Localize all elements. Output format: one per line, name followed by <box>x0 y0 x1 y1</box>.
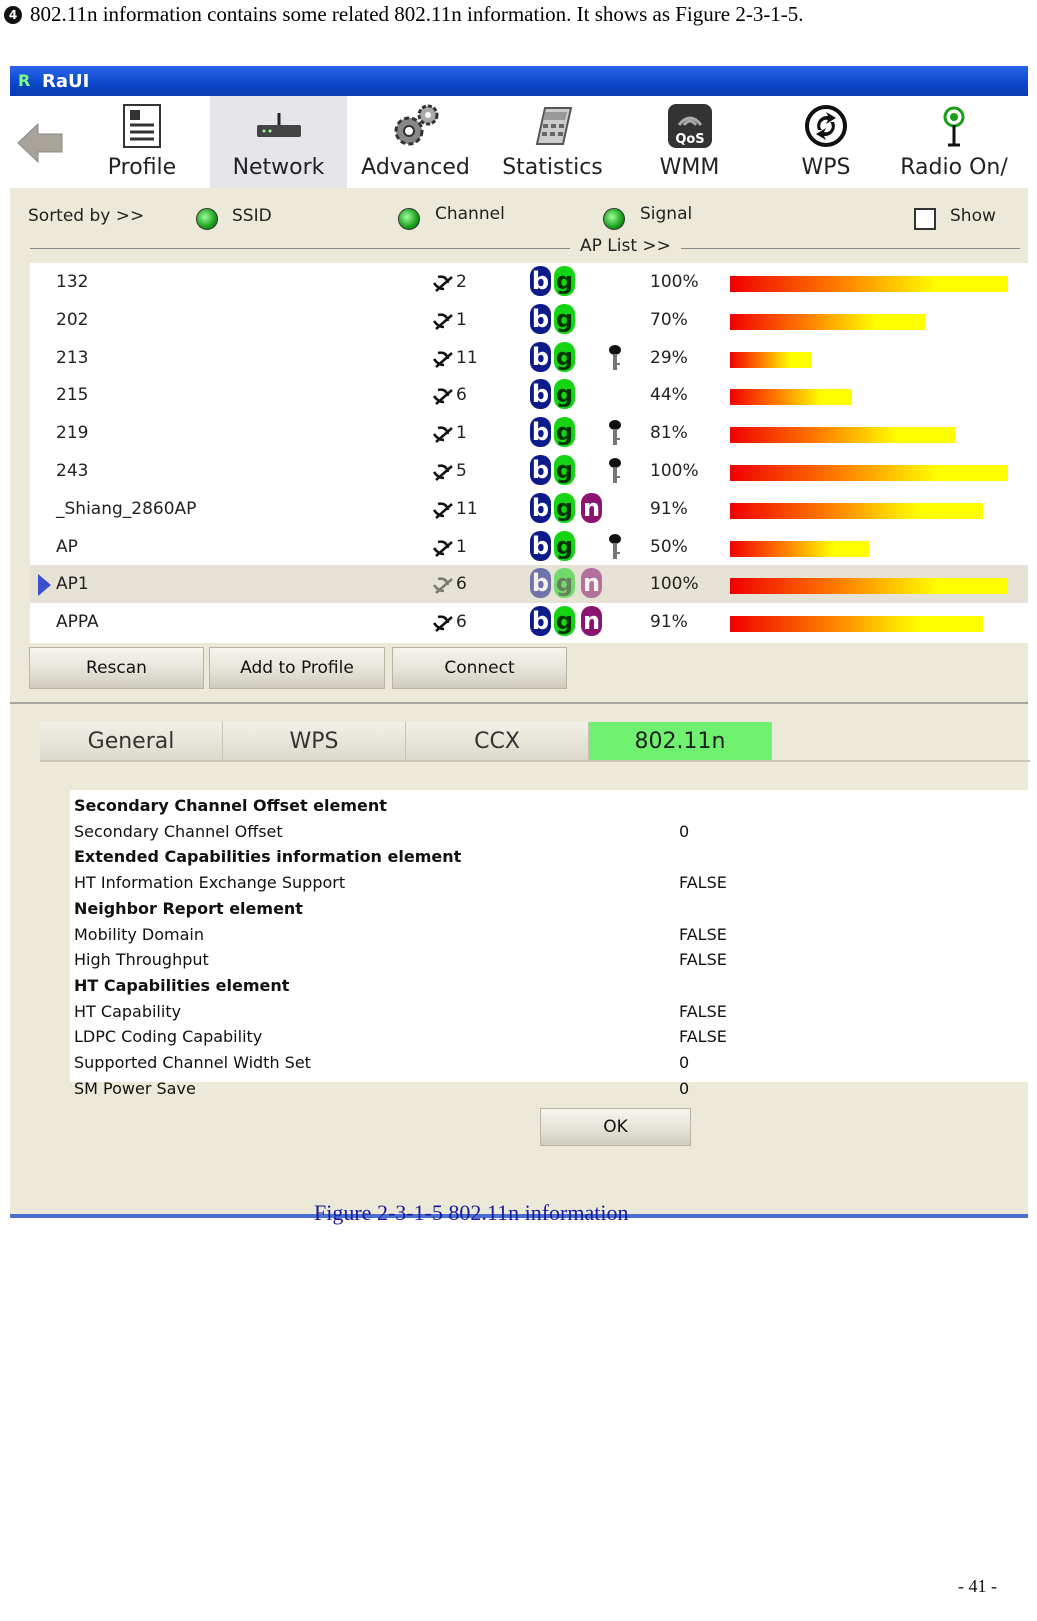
info-value: FALSE <box>679 950 727 970</box>
signal-strength-bar <box>730 578 1008 594</box>
intro-text: 802.11n information contains some related 802.11n information. It shows as Figure 2-3-1-5. <box>30 2 804 26</box>
radio-icon <box>929 103 979 149</box>
ap-ssid: 213 <box>56 347 89 368</box>
channel-icon <box>432 498 454 520</box>
mode-b-icon: b <box>531 456 550 484</box>
ap-signal: 44% <box>650 385 688 406</box>
mode-b-icon: b <box>531 493 550 522</box>
info-value: FALSE <box>679 1001 727 1021</box>
ralink-logo-icon: R <box>18 71 31 90</box>
ap-ssid: 215 <box>56 385 89 406</box>
ap-channel: 2 <box>456 272 467 292</box>
mode-g-icon: g <box>555 267 574 295</box>
section-separator <box>10 702 1028 704</box>
sort-bar <box>10 188 1028 246</box>
mode-g-icon: g <box>555 569 574 598</box>
info-key: High Throughput <box>74 950 209 970</box>
lock-key-icon <box>608 343 622 373</box>
lock-key-icon <box>608 532 622 562</box>
title-bar[interactable] <box>10 66 1028 96</box>
ap-row[interactable] <box>30 490 1028 528</box>
intro-line <box>4 2 804 27</box>
tab-ccx[interactable]: CCX <box>406 722 589 760</box>
add-to-profile-button[interactable]: Add to Profile <box>209 647 385 689</box>
info-value: 0 <box>679 821 690 841</box>
toolbar-profile[interactable] <box>74 96 210 188</box>
aplist-label: AP List >> <box>570 236 681 256</box>
figure-caption: Figure 2-3-1-5 802.11n information <box>314 1200 629 1225</box>
calculator-icon <box>528 103 578 149</box>
signal-strength-bar <box>730 541 869 557</box>
toolbar-wps-label: WPS <box>801 155 851 180</box>
ok-button[interactable]: OK <box>540 1108 691 1146</box>
info-row <box>74 1000 1014 1026</box>
ap-row[interactable] <box>30 565 1028 603</box>
ap-row[interactable] <box>30 603 1028 641</box>
profile-icon <box>117 103 167 149</box>
sort-ssid-label[interactable]: SSID <box>232 206 272 226</box>
ap-ssid: APPA <box>56 612 99 633</box>
ap-channel: 1 <box>456 309 467 330</box>
info-key: SM Power Save <box>74 1078 196 1098</box>
mode-g-icon: g <box>555 531 574 560</box>
mode-b-icon: b <box>531 267 550 295</box>
ap-row[interactable] <box>30 301 1028 339</box>
router-icon <box>254 103 304 149</box>
channel-icon <box>432 536 454 558</box>
ap-row[interactable] <box>30 339 1028 377</box>
ap-ssid: 132 <box>56 272 89 292</box>
signal-strength-bar <box>730 276 1008 292</box>
qos-icon <box>665 103 715 149</box>
sort-signal-label[interactable]: Signal <box>640 204 693 224</box>
connect-button[interactable]: Connect <box>392 647 567 689</box>
ap-ssid: _Shiang_2860AP <box>56 498 197 519</box>
info-row <box>74 1025 1014 1051</box>
wps-icon <box>801 103 851 149</box>
signal-strength-bar <box>730 465 1008 481</box>
info-key: HT Capabilities element <box>74 975 290 995</box>
mode-n-icon: n <box>582 607 601 636</box>
mode-g-icon: g <box>555 607 574 636</box>
ap-channel: 1 <box>456 423 467 444</box>
tab-80211n[interactable]: 802.11n <box>589 722 772 760</box>
svg-text:QoS: QoS <box>674 132 705 147</box>
mode-b-icon: b <box>531 418 550 447</box>
info-key: LDPC Coding Capability <box>74 1027 263 1047</box>
mode-g-icon: g <box>555 380 574 409</box>
ap-row[interactable] <box>30 376 1028 414</box>
ap-channel: 6 <box>456 612 467 633</box>
signal-strength-bar <box>730 314 925 330</box>
info-key: HT Information Exchange Support <box>74 873 346 893</box>
number-bullet: 4 <box>4 6 22 24</box>
ap-ssid: AP <box>56 536 78 557</box>
channel-icon <box>432 422 454 444</box>
raui-window <box>10 66 1028 1218</box>
ap-signal: 91% <box>650 612 688 633</box>
toolbar-advanced[interactable] <box>347 96 484 188</box>
info-value: FALSE <box>679 924 727 944</box>
info-row <box>74 923 1014 949</box>
sort-ssid-radio-icon[interactable] <box>196 208 218 230</box>
info-row <box>74 1077 1014 1103</box>
info-section-header <box>74 974 1014 1000</box>
ap-signal: 50% <box>650 536 688 557</box>
tab-underline <box>40 760 1030 762</box>
toolbar-network[interactable] <box>210 96 347 188</box>
info-key: HT Capability <box>74 1001 182 1021</box>
toolbar-radio[interactable] <box>880 96 1028 188</box>
channel-icon <box>432 309 454 331</box>
mode-b-icon: b <box>531 304 550 333</box>
signal-strength-bar <box>730 389 852 405</box>
info-key: Supported Channel Width Set <box>74 1053 311 1072</box>
info-section-header <box>74 897 1014 923</box>
info-key: Mobility Domain <box>74 924 204 944</box>
info-key: Secondary Channel Offset <box>74 821 283 841</box>
toolbar-wmm-label: WMM <box>659 155 720 180</box>
show-label: Show <box>950 206 996 226</box>
ap-channel: 6 <box>456 385 467 406</box>
ap-ssid: 219 <box>56 423 89 444</box>
ap-channel: 1 <box>456 536 467 557</box>
tab-general[interactable]: General <box>40 722 223 760</box>
toolbar-statistics[interactable] <box>484 96 621 188</box>
gears-icon <box>391 103 441 149</box>
signal-strength-bar <box>730 503 983 519</box>
mode-g-icon: g <box>555 456 574 484</box>
ap-signal: 91% <box>650 498 688 519</box>
ap-row[interactable] <box>30 528 1028 566</box>
info-row <box>74 948 1014 974</box>
selected-arrow-icon <box>38 574 51 596</box>
window-title: RaUI <box>42 70 90 92</box>
ap-signal: 70% <box>650 309 688 330</box>
info-list[interactable] <box>70 790 1028 1098</box>
info-value: FALSE <box>679 873 727 893</box>
info-row <box>74 820 1014 846</box>
info-row <box>74 1051 1014 1077</box>
ap-row[interactable] <box>30 452 1028 490</box>
ap-channel: 11 <box>456 498 478 519</box>
lock-key-icon <box>608 418 622 448</box>
ap-channel: 11 <box>456 347 478 368</box>
info-value: 0 <box>679 1078 690 1098</box>
back-arrow-icon[interactable] <box>16 118 66 168</box>
toolbar-advanced-label: Advanced <box>361 155 470 180</box>
channel-icon <box>432 384 454 406</box>
ap-ssid: AP1 <box>56 574 89 595</box>
channel-icon <box>432 611 454 633</box>
ap-channel: 6 <box>456 574 467 595</box>
toolbar-wmm[interactable] <box>621 96 758 188</box>
toolbar-statistics-label: Statistics <box>502 155 603 180</box>
ap-signal: 29% <box>650 347 688 368</box>
toolbar-wps[interactable] <box>758 96 894 188</box>
mode-b-icon: b <box>531 607 550 636</box>
mode-g-icon: g <box>555 304 574 333</box>
ap-signal: 100% <box>650 272 699 292</box>
rescan-button[interactable]: Rescan <box>29 647 204 689</box>
toolbar-profile-label: Profile <box>107 155 177 180</box>
sort-signal-radio-icon[interactable] <box>603 208 625 230</box>
signal-strength-bar <box>730 616 983 632</box>
mode-b-icon: b <box>531 569 550 598</box>
aplist-divider <box>30 248 1020 249</box>
channel-icon <box>432 460 454 482</box>
info-value: FALSE <box>679 1027 727 1047</box>
mode-g-icon: g <box>555 418 574 447</box>
signal-strength-bar <box>730 352 811 368</box>
info-key: Secondary Channel Offset element <box>74 796 387 815</box>
sort-channel-label[interactable]: Channel <box>435 204 505 224</box>
info-row <box>74 871 1014 897</box>
show-checkbox[interactable] <box>914 208 936 230</box>
mode-n-icon: n <box>582 493 601 522</box>
ap-signal: 81% <box>650 423 688 444</box>
channel-icon <box>432 573 454 595</box>
ap-row[interactable] <box>30 414 1028 452</box>
info-key: Extended Capabilities information element <box>74 847 462 867</box>
ap-signal: 100% <box>650 574 699 595</box>
ap-list <box>30 263 1028 643</box>
info-key: Neighbor Report element <box>74 898 303 918</box>
page-number: - 41 - <box>958 1576 997 1596</box>
mode-g-icon: g <box>555 493 574 522</box>
info-section-header <box>74 794 1014 820</box>
sort-channel-radio-icon[interactable] <box>398 208 420 230</box>
toolbar-radio-label: Radio On/ <box>900 155 1008 180</box>
ap-signal: 100% <box>650 461 699 481</box>
mode-b-icon: b <box>531 531 550 560</box>
channel-icon <box>432 347 454 369</box>
sorted-by-label: Sorted by >> <box>28 206 145 226</box>
ap-row[interactable] <box>30 263 1028 301</box>
channel-icon <box>432 271 454 293</box>
info-section-header <box>74 845 1014 871</box>
info-value: 0 <box>679 1053 690 1072</box>
ap-channel: 5 <box>456 461 467 481</box>
mode-b-icon: b <box>531 342 550 371</box>
tab-wps[interactable]: WPS <box>223 722 406 760</box>
ap-ssid: 202 <box>56 309 89 330</box>
lock-key-icon <box>608 456 622 486</box>
toolbar <box>10 96 1028 188</box>
mode-n-icon: n <box>582 569 601 598</box>
mode-g-icon: g <box>555 342 574 371</box>
toolbar-network-label: Network <box>232 155 325 180</box>
signal-strength-bar <box>730 427 955 443</box>
ap-ssid: 243 <box>56 461 89 481</box>
mode-b-icon: b <box>531 380 550 409</box>
